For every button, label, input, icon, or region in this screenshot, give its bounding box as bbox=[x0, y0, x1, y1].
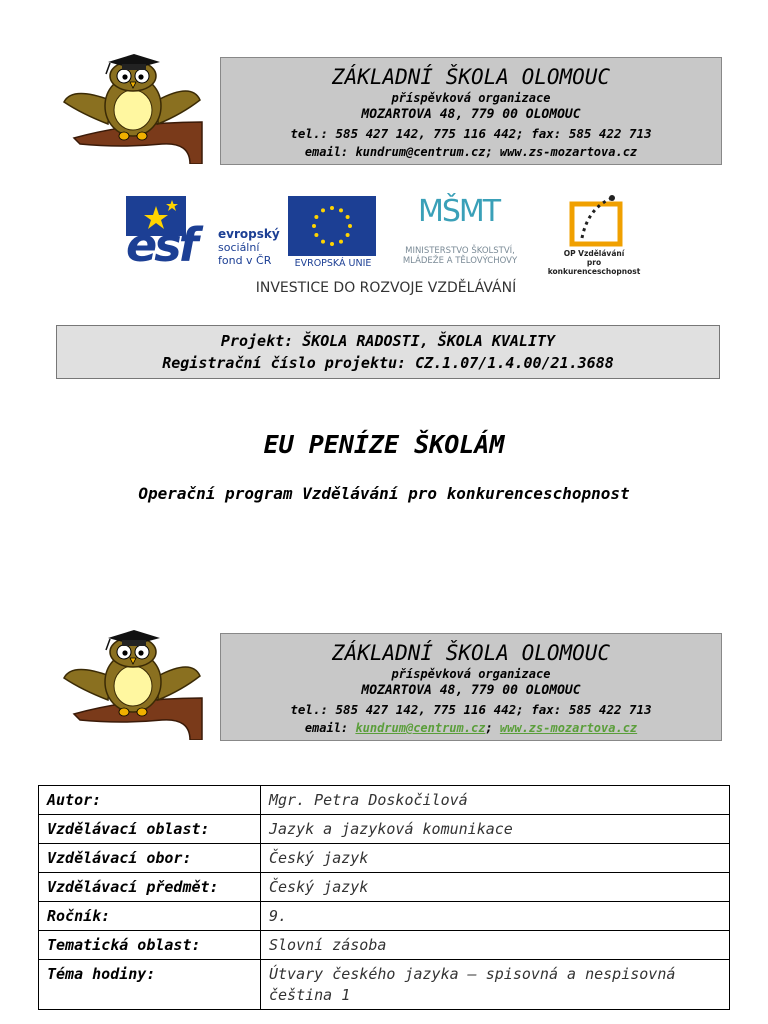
project-registration: Registrační číslo projektu: CZ.1.07/1.4.00/21.3688 bbox=[162, 354, 614, 372]
row-label: Vzdělávací předmět: bbox=[39, 873, 261, 902]
school-name: ZÁKLADNÍ ŠKOLA OLOMOUC bbox=[331, 65, 611, 89]
row-value: Jazyk a jazyková komunikace bbox=[261, 815, 730, 844]
esf-line-1: evropský bbox=[218, 227, 280, 241]
esf-mark: esf bbox=[126, 218, 196, 272]
msmt-line-2: MLÁDEŽE A TĚLOVÝCHOVY bbox=[402, 256, 518, 266]
op-logo bbox=[542, 194, 646, 276]
row-value: 9. bbox=[261, 902, 730, 931]
contact-separator: ; bbox=[485, 721, 500, 735]
row-value: Útvary českého jazyka – spisovná a nespisovná čeština 1 bbox=[261, 960, 730, 1010]
op-line-2: pro konkurenceschopnost bbox=[547, 258, 641, 276]
owl-logo-top bbox=[62, 52, 204, 164]
funding-logos bbox=[126, 192, 646, 300]
msmt-text bbox=[382, 246, 538, 266]
row-label: Téma hodiny: bbox=[39, 960, 261, 1010]
school-phones: tel.: 585 427 142, 775 116 442; fax: 585 422 713 bbox=[290, 702, 652, 717]
table-row bbox=[39, 873, 730, 902]
msmt-line-1: MINISTERSTVO ŠKOLSTVÍ, bbox=[405, 246, 515, 256]
organization-type: příspěvková organizace bbox=[391, 91, 551, 105]
op-line-1: OP Vzdělávání bbox=[563, 249, 625, 258]
school-name: ZÁKLADNÍ ŠKOLA OLOMOUC bbox=[331, 641, 611, 665]
slogan: INVESTICE DO ROZVOJE VZDĚLÁVÁNÍ bbox=[255, 280, 517, 296]
row-label: Vzdělávací obor: bbox=[39, 844, 261, 873]
esf-line-2: sociální bbox=[218, 241, 260, 254]
op-text bbox=[542, 249, 646, 276]
table-row bbox=[39, 786, 730, 815]
school-address: MOZARTOVA 48, 779 00 OLOMOUC bbox=[361, 107, 581, 122]
table-row bbox=[39, 931, 730, 960]
project-name: Projekt: ŠKOLA RADOSTI, ŠKOLA KVALITY bbox=[220, 332, 556, 350]
lesson-info-table bbox=[38, 785, 730, 1010]
school-contacts bbox=[221, 143, 721, 161]
row-value: Slovní zásoba bbox=[261, 931, 730, 960]
page-title: EU PENÍZE ŠKOLÁM bbox=[263, 430, 505, 459]
msmt-logo bbox=[382, 194, 538, 272]
school-header-top bbox=[220, 57, 722, 165]
op-emblem-icon bbox=[568, 194, 624, 248]
school-phones: tel.: 585 427 142, 775 116 442; fax: 585 422 713 bbox=[290, 126, 652, 141]
esf-text bbox=[218, 228, 280, 267]
eu-logo bbox=[288, 196, 378, 272]
row-label: Ročník: bbox=[39, 902, 261, 931]
row-value: Český jazyk bbox=[261, 844, 730, 873]
esf-line-3: fond v ČR bbox=[218, 254, 272, 267]
web-link[interactable]: www.zs-mozartova.cz bbox=[499, 721, 638, 735]
organization-type: příspěvková organizace bbox=[391, 667, 551, 681]
email-prefix: email: bbox=[304, 721, 356, 735]
school-header-bottom bbox=[220, 633, 722, 741]
msmt-mark: MŠMT bbox=[418, 194, 500, 229]
email-link[interactable]: kundrum@centrum.cz bbox=[355, 721, 486, 735]
page-subtitle: Operační program Vzdělávání pro konkurenceschopnost bbox=[138, 484, 630, 503]
owl-logo-bottom bbox=[62, 628, 204, 740]
row-label: Autor: bbox=[39, 786, 261, 815]
project-box bbox=[56, 325, 720, 379]
row-value: Český jazyk bbox=[261, 873, 730, 902]
eu-flag-icon bbox=[288, 196, 376, 256]
school-address: MOZARTOVA 48, 779 00 OLOMOUC bbox=[361, 683, 581, 698]
eu-label: EVROPSKÁ UNIE bbox=[294, 258, 372, 269]
school-contacts bbox=[221, 719, 721, 737]
email-prefix: email: bbox=[304, 145, 356, 159]
row-label: Tematická oblast: bbox=[39, 931, 261, 960]
table-row bbox=[39, 902, 730, 931]
esf-logo bbox=[126, 196, 280, 272]
table-row bbox=[39, 844, 730, 873]
web-text: www.zs-mozartova.cz bbox=[499, 145, 638, 159]
row-value: Mgr. Petra Doskočilová bbox=[261, 786, 730, 815]
table-row bbox=[39, 960, 730, 1010]
contact-separator: ; bbox=[485, 145, 500, 159]
email-text: kundrum@centrum.cz bbox=[355, 145, 486, 159]
table-row bbox=[39, 815, 730, 844]
row-label: Vzdělávací oblast: bbox=[39, 815, 261, 844]
